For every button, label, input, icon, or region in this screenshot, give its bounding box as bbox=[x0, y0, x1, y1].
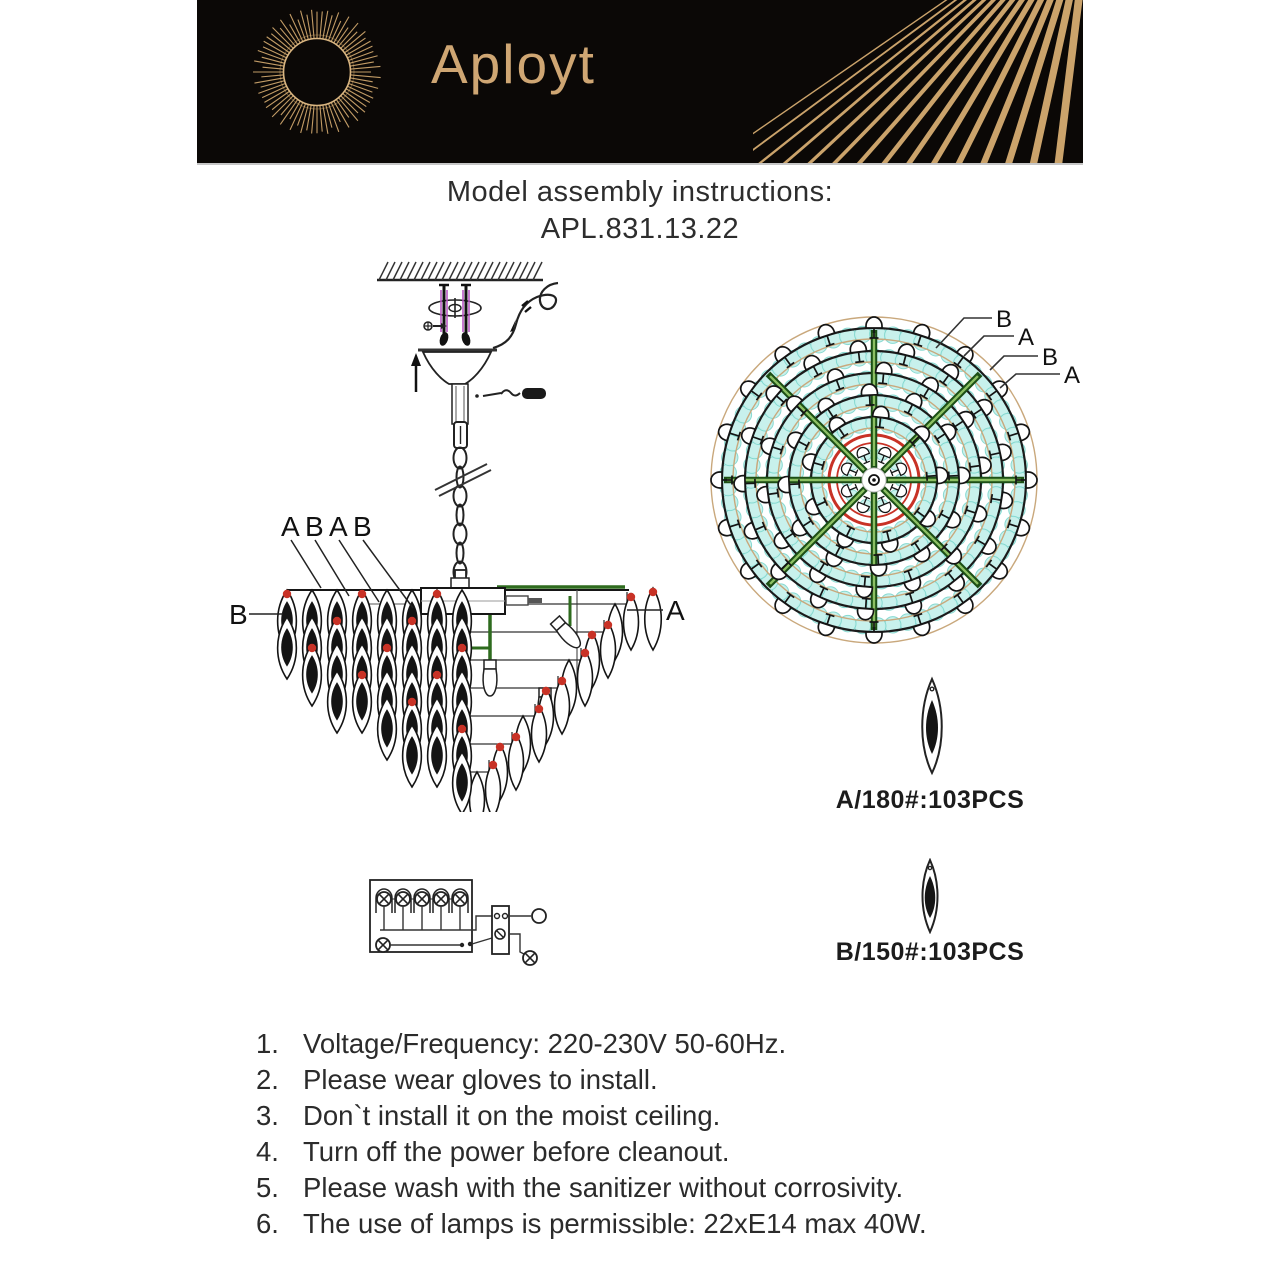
brand-name: Aployt bbox=[431, 33, 596, 95]
instruction-item bbox=[250, 1134, 1090, 1170]
instruction-number: 6. bbox=[256, 1208, 279, 1239]
chandelier-side-view-diagram bbox=[225, 252, 695, 812]
page-title bbox=[0, 174, 1280, 248]
instruction-text: Don`t install it on the moist ceiling. bbox=[303, 1100, 721, 1131]
crystal-part-b-icon bbox=[904, 858, 956, 934]
instruction-item bbox=[250, 1206, 1090, 1242]
top-callout-a2: A bbox=[1064, 362, 1081, 389]
top-view-rings bbox=[711, 317, 1037, 643]
side-label-b2: B bbox=[353, 511, 372, 542]
title-line-1: Model assembly instructions: bbox=[446, 176, 834, 208]
wiring-diagram bbox=[356, 868, 636, 980]
side-label-b1: B bbox=[305, 511, 324, 542]
title-line-2: APL.831.13.22 bbox=[540, 213, 740, 245]
instruction-number: 4. bbox=[256, 1136, 279, 1167]
instruction-list bbox=[250, 1026, 1090, 1242]
instruction-text: Voltage/Frequency: 220-230V 50-60Hz. bbox=[303, 1028, 787, 1059]
part-a-count-label: A/180#:103PCS bbox=[835, 786, 1025, 814]
side-label-a1: A bbox=[281, 511, 300, 542]
chandelier-top-view-diagram bbox=[696, 296, 1088, 682]
instruction-text: Please wash with the sanitizer without corrosivity. bbox=[303, 1172, 904, 1203]
side-callout-left: B bbox=[229, 599, 248, 630]
instruction-text: Turn off the power before cleanout. bbox=[303, 1136, 730, 1167]
instruction-number: 3. bbox=[256, 1100, 279, 1131]
instruction-number: 2. bbox=[256, 1064, 279, 1095]
sunburst-logo-icon bbox=[242, 0, 392, 147]
top-callout-a1: A bbox=[1018, 324, 1035, 351]
top-callout-b1: B bbox=[996, 306, 1013, 333]
crystal-part-a-icon bbox=[900, 676, 964, 776]
instruction-text: Please wear gloves to install. bbox=[303, 1064, 658, 1095]
side-label-a2: A bbox=[329, 511, 348, 542]
instruction-item bbox=[250, 1170, 1090, 1206]
instruction-item bbox=[250, 1026, 1090, 1062]
wiring-drawing bbox=[370, 880, 546, 965]
top-callout-b2: B bbox=[1042, 344, 1059, 371]
side-callout-right: A bbox=[666, 595, 685, 626]
instruction-item bbox=[250, 1062, 1090, 1098]
instruction-number: 1. bbox=[256, 1028, 279, 1059]
brand-banner bbox=[197, 0, 1083, 165]
instruction-number: 5. bbox=[256, 1172, 279, 1203]
instruction-text: The use of lamps is permissible: 22xE14 max 40W. bbox=[303, 1208, 927, 1239]
banner-rays-decoration-icon bbox=[753, 0, 1083, 163]
instruction-item bbox=[250, 1098, 1090, 1134]
part-b-count-label: B/150#:103PCS bbox=[835, 938, 1025, 966]
